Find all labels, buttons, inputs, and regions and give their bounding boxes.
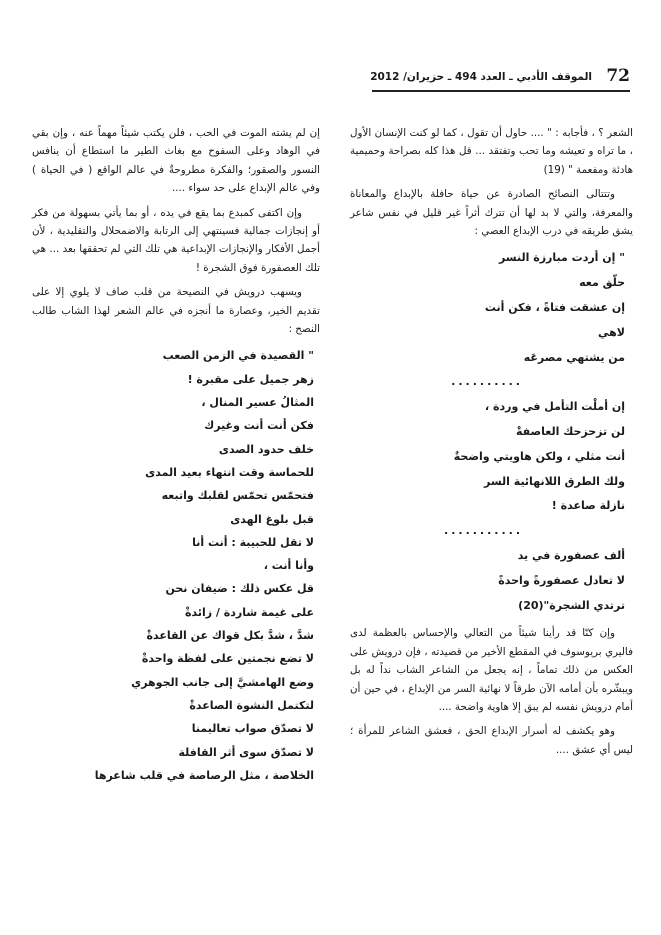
poem-line: فكن أنت أنت وغيرك — [204, 419, 314, 433]
poem-line: إن أملْت التأمل في وردة ، — [485, 400, 625, 414]
poem-line: من يشتهي مصرعَه — [523, 350, 625, 364]
poem-line: لاهي — [598, 325, 625, 339]
poem-line: حلّق معه — [579, 276, 625, 290]
poem-line: لا تقل للحبيبة : أنت أنا — [192, 535, 314, 549]
poem-line: قبل بلوغ الهدى — [230, 512, 314, 526]
poem-line: ألف عصفورة في يد — [517, 549, 625, 562]
header-rule — [372, 90, 630, 92]
poem-excerpt — [350, 246, 633, 618]
poem-line: المثالُ عسير المنال ، — [201, 396, 314, 410]
paragraph: وتتتالى النصائح الصادرة عن حياة حافلة بالإبداع والمعاناة والمعرفة، والتي لا بد لها أن تترك أثراً غير قليل في نفس شاعر يشق طريقه في درب الإبداع العصي : — [350, 188, 633, 238]
poem-line: إن عشقت فتاةً ، فكن أنت — [484, 301, 625, 315]
page-number: 72 — [606, 66, 630, 86]
poem-line: أنت مثلي ، ولكن هاويتي واضحةٌ — [453, 449, 625, 463]
poem-line: ولك الطرق اللانهائية السر — [484, 474, 625, 488]
poem-line: لن تزحزحك العاصفةْ — [515, 425, 625, 439]
poem-line: قل عكس ذلك : ضيفان نحن — [165, 582, 314, 596]
poem-line: " القصيدة في الزمن الصعب — [162, 349, 314, 363]
poem-line: نازلة صاعدة ! — [551, 499, 625, 513]
page-header — [372, 62, 630, 92]
paragraph: وإن اكتفى كمبدع بما يقع في يده ، أو بما يأتي بسهولة من فكر أو إنجازات جمالية فسينتهي إلى الرتابة والاضمحلال والتقليدية ، لأن أجمل الأفكار والإنجازات الإبداعية هي تلك التي لم تحققها بعد ... هي تلك العصفورة فوق الشجرة ! — [32, 206, 320, 274]
poem-line: وضع الهامشيَّ إلى جانب الجوهري — [131, 675, 314, 689]
poem-line: لا تصدّق سوى أثر القافلة — [178, 745, 314, 759]
paragraph: ويسهب درويش في النصيحة من قلب صاف لا يلوي إلا على تقديم الخير، وعصارة ما أنجزه في عالم الشعر لهذا الشاب طالب النصح : — [32, 286, 320, 336]
section-separator: ........... — [444, 524, 523, 538]
poem-line: " إن أردت مبارزة النسر — [498, 251, 625, 265]
left-column — [32, 124, 320, 787]
poem-line: شدَّ ، شدَّ بكل قواك عن القاعدةْ — [146, 629, 314, 643]
right-column — [350, 124, 633, 765]
poem-line: ترتدي الشجرة"(20) — [518, 598, 625, 612]
poem-line: فتحمّس تحمّس لقلبك واتبعه — [161, 489, 314, 503]
poem-line: على غيمة شاردة / زائدةْ — [184, 605, 314, 619]
poem-line: الخلاصة ، مثل الرصاصة في قلب شاعرها — [94, 768, 314, 782]
poem-excerpt — [32, 344, 320, 787]
journal-issue-title: الموقف الأدبي ـ العدد 494 ـ حزيران/ 2012 — [370, 71, 592, 83]
section-separator: .......... — [451, 375, 523, 389]
poem-line: زهر جميل على مقبرة ! — [187, 372, 314, 386]
paragraph: الشعر ؟ ، فأجابه : " .... حاول أن تقول ، كما لو كنت الإنسان الأول ، ما تراه و تعيشه وما تحب وتفتقد ... قل هذا كله بصراحة وحميمية هادئة ومفعمة " (19) — [350, 127, 633, 176]
poem-line: خلف حدود الصدى — [218, 442, 314, 456]
poem-line: لتكتمل النشوة الصاعدةْ — [189, 698, 314, 712]
paragraph: وهو يكشف له أسرار الإبداع الحق ، فعشق الشاعر للمرأة ؛ ليس أي عشق .... — [350, 725, 633, 756]
poem-line: لا تعادل عصفورةً واحدةً — [498, 573, 625, 587]
poem-line: للحماسة وقت انتهاء بعيد المدى — [145, 465, 314, 479]
poem-line: لا تضع نجمتين على لفظة واحدةْ — [141, 652, 314, 666]
paragraph: وإن كنّا قد رأينا شيئاً من التعالي والإحساس بالعظمة لدى فاليري بريوسوف في المقطع الأخير من قصيدته ، فإن درويش على العكس من ذلك تماماً ، إنه يجعل من الشاعر الشاب نداً له بل ويبشّره بأن أمامه الآن طرقاً لا نهائية السر من الإبداع ، في حين أن أمام درويش نفسه لم يبق إلا هاوية واضحة .... — [350, 627, 633, 714]
paragraph: إن لم يشته الموت في الحب ، فلن يكتب شيئاً مهماً عنه ، وإن بقي في الوهاد وعلى السفوح مع بغاث الطير ما استطاع أن ينافس النسور والصقور؛ والفكرة مطروحةٌ في عالم الواقع ( في الحياة ) وفي عالم الإبداع على حد سواء .... — [32, 127, 320, 195]
poem-line: لا تصدّق صواب تعاليمنا — [191, 722, 314, 736]
poem-line: وأنا أنت ، — [263, 559, 314, 573]
